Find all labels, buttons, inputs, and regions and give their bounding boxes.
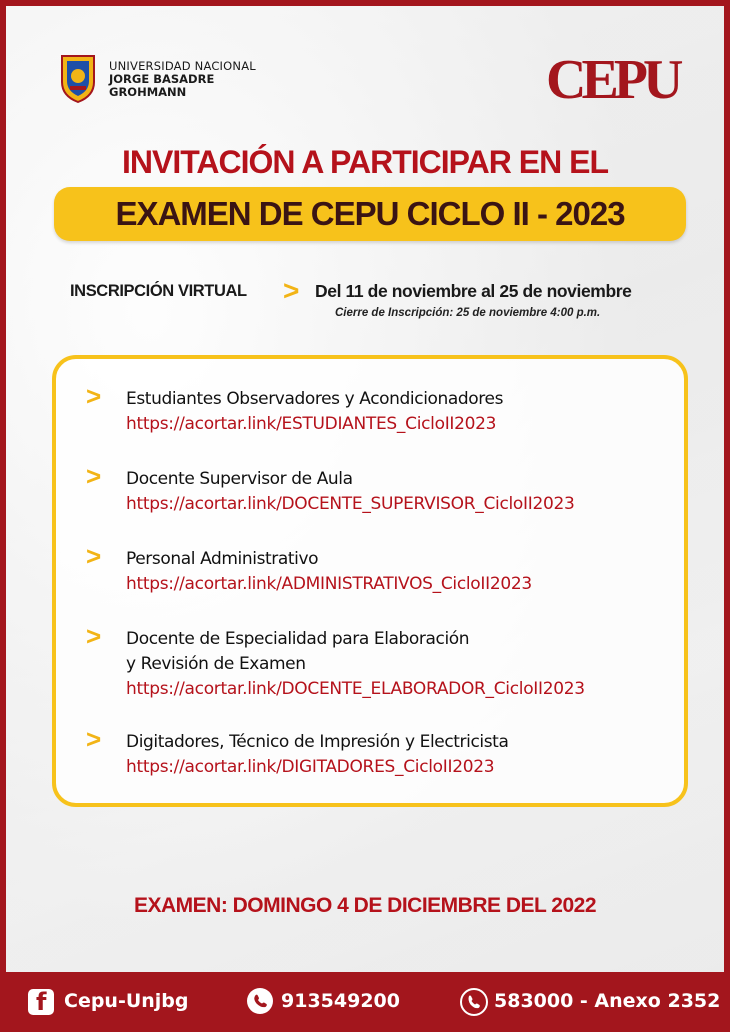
whatsapp-number: 913549200 (281, 990, 400, 1012)
university-name (109, 60, 256, 99)
registration-link[interactable]: https://acortar.link/DOCENTE_ELABORADOR_CicloII2023 (126, 679, 585, 699)
title-line1: INVITACIÓN A PARTICIPAR EN EL (122, 144, 608, 180)
chevron-right-icon: > (86, 724, 102, 754)
registration-link[interactable]: https://acortar.link/ESTUDIANTES_CicloII2023 (126, 414, 497, 434)
item-title: Digitadores, Técnico de Impresión y Electricista (126, 732, 509, 752)
phone-number: 583000 - Anexo 2352 (494, 990, 721, 1012)
cepu-logo: CEPU (546, 49, 679, 111)
inscripcion-row (70, 277, 690, 307)
chevron-right-icon: > (283, 275, 300, 306)
university-name-line2: JORGE BASADRE (109, 72, 215, 86)
registration-link[interactable]: https://acortar.link/DIGITADORES_CicloII2023 (126, 757, 495, 777)
cierre-inscripcion: Cierre de Inscripción: 25 de noviembre 4:00 p.m. (335, 307, 601, 319)
item-title: Personal Administrativo (126, 549, 319, 569)
phone-icon (460, 988, 488, 1016)
facebook-contact[interactable] (28, 987, 188, 1017)
whatsapp-contact[interactable] (247, 987, 407, 1017)
item-title: Docente de Especialidad para Elaboración y Revisión de Examen (126, 629, 470, 674)
facebook-icon: f (28, 989, 54, 1015)
registration-link[interactable]: https://acortar.link/ADMINISTRATIVOS_CicloII2023 (126, 574, 532, 594)
convocatorias-box (52, 355, 688, 807)
item-title: Estudiantes Observadores y Acondicionadores (126, 389, 504, 409)
title-banner (54, 187, 686, 241)
university-name-line3: GROHMANN (109, 85, 187, 99)
facebook-handle: Cepu-Unjbg (64, 990, 189, 1012)
phone-contact[interactable] (460, 987, 721, 1017)
whatsapp-icon (247, 988, 273, 1014)
university-name-line1: UNIVERSIDAD NACIONAL (109, 59, 256, 73)
footer-bar (0, 972, 730, 1032)
title-line2: EXAMEN DE CEPU CICLO II - 2023 (115, 195, 625, 232)
registration-link[interactable]: https://acortar.link/DOCENTE_SUPERVISOR_CicloII2023 (126, 494, 575, 514)
item-title: Docente Supervisor de Aula (126, 469, 353, 489)
university-seal-icon (58, 52, 98, 104)
chevron-right-icon: > (86, 541, 102, 571)
chevron-right-icon: > (86, 621, 102, 651)
inscripcion-label: INSCRIPCIÓN VIRTUAL (70, 282, 247, 300)
exam-date: EXAMEN: DOMINGO 4 DE DICIEMBRE DEL 2022 (133, 894, 597, 917)
inscripcion-dates: Del 11 de noviembre al 25 de noviembre (315, 281, 632, 301)
chevron-right-icon: > (86, 381, 102, 411)
chevron-right-icon: > (86, 461, 102, 491)
